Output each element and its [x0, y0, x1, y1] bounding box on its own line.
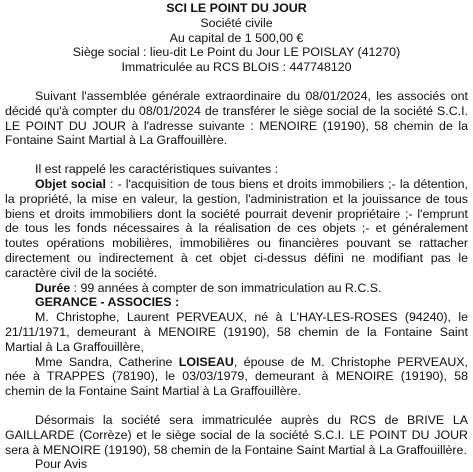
- notice-header: [5, 1, 468, 75]
- duration-text: : 99 années à compter de son immatriculation au R.C.S.: [70, 280, 382, 295]
- partner-2-surname: LOISEAU: [178, 354, 234, 369]
- partner-2: [5, 355, 468, 399]
- registered-office: Siège social : lieu-dit Le Point du Jour LE POISLAY (41270): [72, 45, 401, 60]
- spacer: [5, 399, 468, 413]
- rcs-registration: Immatriculée au RCS BLOIS : 447748120: [121, 60, 352, 75]
- reminder-line: Il est rappelé les caractéristiques suivantes :: [35, 162, 279, 177]
- partner-2-rest: , épouse de M. Christophe PERVEAUX, née à TRAPPES (78190), le 03/03/1979, demeurant à MENOIRE (19190), 58 chemin de la Fontaine Saint Martial à La Graffouillère.: [5, 354, 468, 399]
- duration: [5, 281, 468, 296]
- spacer: [5, 75, 468, 89]
- corporate-purpose-label: Objet social: [35, 176, 106, 191]
- management-heading: GERANCE - ASSOCIES :: [35, 295, 180, 310]
- legal-form: Société civile: [200, 15, 273, 30]
- partner-1: M. Christophe, Laurent PERVEAUX, né à L'HAY-LES-ROSES (94240), le 21/11/1971, demeurant à MENOIRE (19190), 58 chemin de la Fontaine Saint Martial à La Graffouillère,: [5, 310, 468, 354]
- corporate-purpose: [5, 177, 468, 281]
- duration-label: Durée: [35, 280, 71, 295]
- transfer-paragraph: Suivant l'assemblée générale extraordinaire du 08/01/2024, les associés ont décidé qu'à compter du 08/01/2024 de transférer le siège social de la société S.C.I. LE POINT DU JOUR à l'adresse suivante : MENOIRE (19190), 58 chemin de la Fontaine Saint Martial à La Graffouillère.: [5, 88, 468, 148]
- corporate-purpose-text: : - l'acquisition de tous biens et droits immobiliers ;- la détention, la propriété, la mise en valeur, la gestion, l'administration et la jouissance de tous biens et droits immobiliers dont la société pourrait devenir propriétaire ;- l'emprunt de tous les fonds nécessaires à la réalisation de ces objets ;- et généralement toutes opérations mobilières, immobilières ou financières pouvant se rattacher directement ou indirectement à cet objet ci-dessus défini ne modifiant pas le caractère civil de la société.: [5, 176, 468, 280]
- spacer: [5, 148, 468, 162]
- closing-line: Pour Avis: [35, 457, 88, 472]
- company-name: SCI LE POINT DU JOUR: [166, 1, 307, 15]
- rcs-paragraph: Désormais la société sera immatriculée auprès du RCS de BRIVE LA GAILLARDE (Corrèze) et le siège social de la société S.C.I. LE POINT DU JOUR sera à MENOIRE (19190), 58 chemin de la Fontaine Saint Martial à La Graffouillère.: [5, 412, 468, 457]
- partner-2-prefix: Mme Sandra, Catherine: [35, 354, 179, 369]
- share-capital: Au capital de 1 500,00 €: [169, 30, 304, 45]
